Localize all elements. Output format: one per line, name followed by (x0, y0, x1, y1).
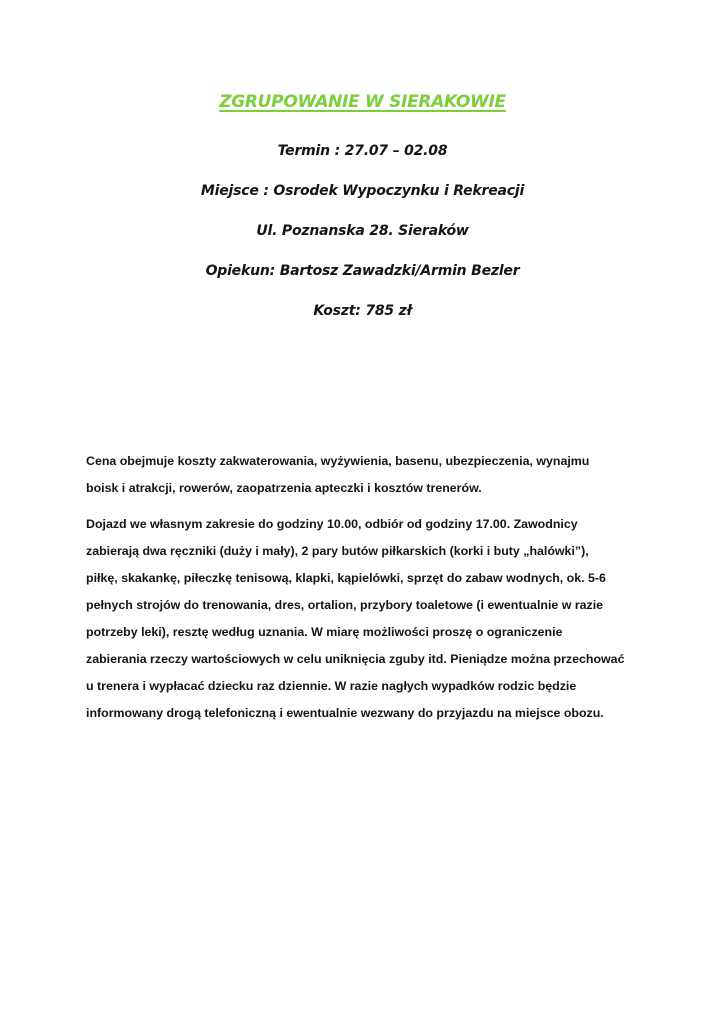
paragraph-line: zabierania rzeczy wartościowych w celu uniknięcia zguby itd. Pieniądze można przechować (86, 652, 625, 666)
paragraph-line: Dojazd we własnym zakresie do godziny 10.00, odbiór od godziny 17.00. Zawodnicy (86, 517, 578, 531)
paragraph-line: pełnych strojów do trenowania, dres, ortalion, przybory toaletowe (i ewentualnie w razie (86, 598, 604, 612)
paragraph-line: boisk i atrakcji, rowerów, zaopatrzenia apteczki i kosztów trenerów. (86, 481, 482, 495)
price-paragraph (86, 448, 646, 502)
paragraph-line: potrzeby leki), resztę według uznania. W miarę możliwości proszę o ograniczenie (86, 625, 563, 639)
paragraph-line: zabierają dwa ręczniki (duży i mały), 2 pary butów piłkarskich (korki i buty „halówki”), (86, 544, 589, 558)
paragraph-line: u trenera i wypłacać dziecku raz dziennie. W razie nagłych wypadków rodzic będzie (86, 679, 577, 693)
term-line: Termin : 27.07 – 02.08 (277, 143, 448, 159)
paragraph-line: Cena obejmuje koszty zakwaterowania, wyżywienia, basenu, ubezpieczenia, wynajmu (86, 454, 590, 468)
address-line: Ul. Poznanska 28. Sieraków (256, 223, 469, 239)
paragraph-line: piłkę, skakankę, piłeczkę tenisową, klapki, kąpielówki, sprzęt do zabaw wodnych, ok. 5-6 (86, 571, 606, 585)
travel-paragraph (86, 511, 646, 727)
paragraph-line: informowany drogą telefoniczną i ewentualnie wezwany do przyjazdu na miejsce obozu. (86, 706, 604, 720)
document-title: ZGRUPOWANIE W SIERAKOWIE (219, 92, 506, 112)
location-line: Miejsce : Osrodek Wypoczynku i Rekreacji (200, 183, 525, 199)
cost-line: Koszt: 785 zł (313, 303, 412, 319)
guardian-line: Opiekun: Bartosz Zawadzki/Armin Bezler (205, 263, 520, 279)
